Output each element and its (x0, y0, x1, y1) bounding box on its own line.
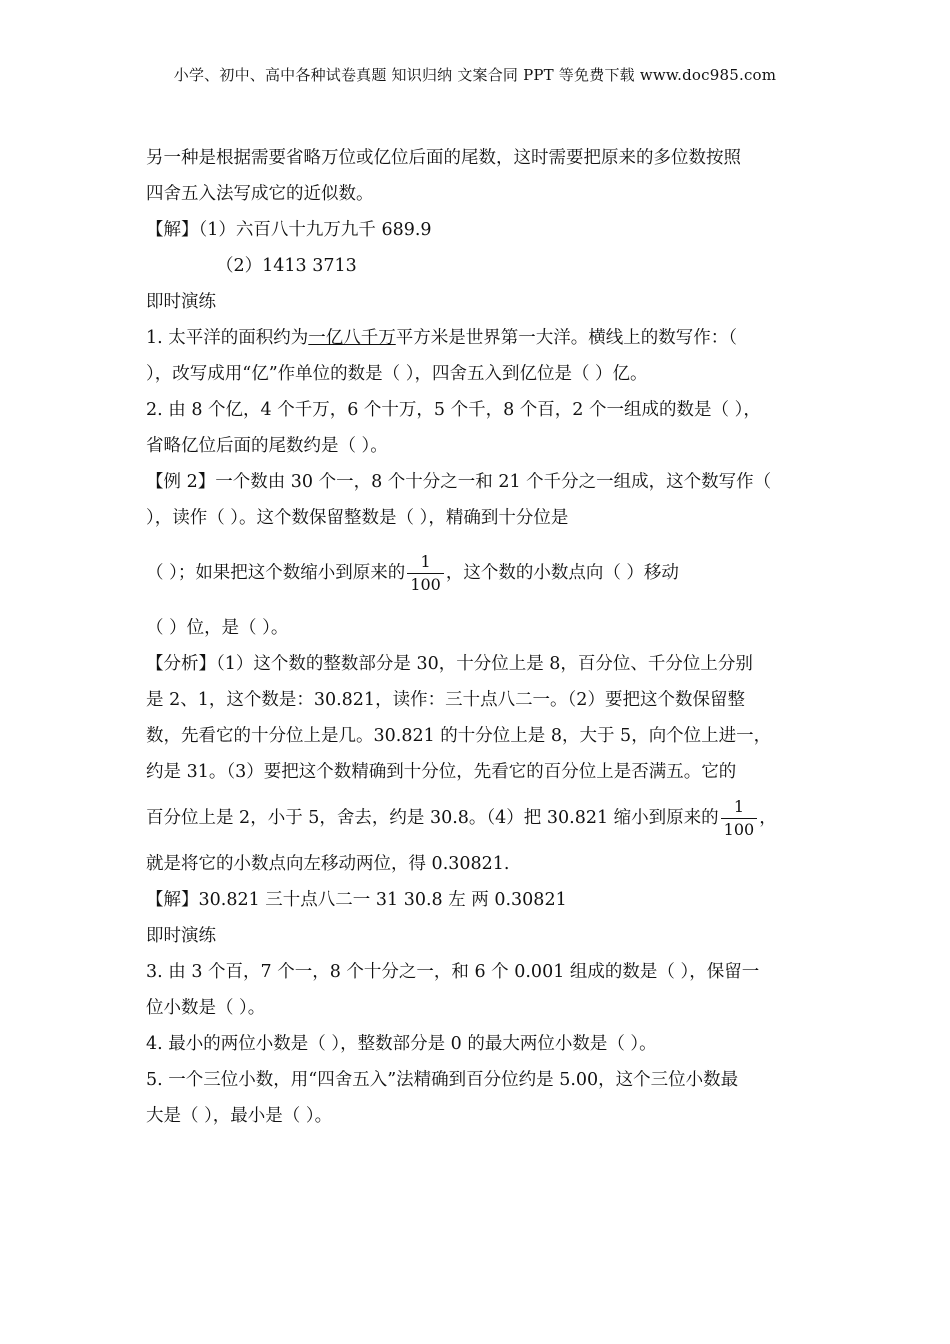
fraction (407, 551, 444, 596)
analysis-line: 就是将它的小数点向左移动两位，得 0.30821. (146, 854, 510, 874)
text-line: 另一种是根据需要省略万位或亿位后面的尾数，这时需要把原来的多位数按照 (146, 148, 741, 168)
fraction-denominator: 100 (410, 575, 441, 594)
text-segment: （ ）；如果把这个数缩小到原来的 (146, 563, 406, 583)
fraction-numerator: 1 (407, 551, 444, 574)
text-line: （ ）位，是（ ）。 (146, 618, 289, 638)
text-line: ），读作（ ）。这个数保留整数是（ ），精确到十分位是 (146, 508, 569, 528)
analysis-line: 【分析】（1）这个数的整数部分是 30，十分位上是 8，百分位、千分位上分别 (146, 654, 753, 674)
solution-line: （2）1413 3713 (216, 256, 357, 276)
text-segment: ， (759, 808, 777, 828)
text-segment: ，这个数的小数点向（ ）移动 (445, 563, 679, 583)
fraction-numerator: 1 (721, 796, 758, 819)
analysis-line: 是 2、1，这个数是：30.821，读作：三十点八二一。（2）要把这个数保留整 (146, 690, 745, 710)
text-line: 四舍五入法写成它的近似数。 (146, 184, 374, 204)
section-title: 即时演练 (146, 926, 216, 946)
analysis-line: 约是 31。（3）要把这个数精确到十分位，先看它的百分位上是否满五。它的 (146, 762, 737, 782)
question-4: 4. 最小的两位小数是（ ），整数部分是 0 的最大两位小数是（ ）。 (146, 1034, 657, 1054)
fraction (721, 796, 758, 841)
page-header: 小学、初中、高中各种试卷真题 知识归纳 文案合同 PPT 等免费下载 www.doc985.com (173, 66, 777, 84)
text-line-with-fraction (146, 536, 816, 610)
solution-line: 【解】（1）六百八十九万九千 689.9 (146, 220, 432, 240)
question-5: 5. 一个三位小数，用“四舍五入”法精确到百分位约是 5.00，这个三位小数最 (146, 1070, 739, 1090)
question-3: 3. 由 3 个百，7 个一，8 个十分之一，和 6 个 0.001 组成的数是（ ），保留一 (146, 962, 760, 982)
text-line: ），改写成用“亿”作单位的数是（ ），四舍五入到亿位是（ ）亿。 (146, 364, 648, 384)
example-2: 【例 2】一个数由 30 个一，8 个十分之一和 21 个千分之一组成，这个数写作（ (146, 472, 772, 492)
text-segment: 平方米是世界第一大洋。横线上的数写作：（ (395, 328, 738, 348)
solution-line: 【解】30.821 三十点八二一 31 30.8 左 两 0.30821 (146, 890, 567, 910)
text-segment: 1. 太平洋的面积约为 (146, 328, 309, 348)
question-2: 2. 由 8 个亿，4 个千万，6 个十万，5 个千，8 个百，2 个一组成的数是（ ）， (146, 400, 761, 420)
analysis-line-with-fraction (146, 790, 816, 846)
text-segment: 百分位上是 2，小于 5，舍去，约是 30.8。（4）把 30.821 缩小到原来的 (146, 808, 719, 828)
text-line: 省略亿位后面的尾数约是（ ）。 (146, 436, 388, 456)
section-title: 即时演练 (146, 292, 216, 312)
underlined-number: 一亿八千万 (308, 328, 396, 348)
fraction-denominator: 100 (723, 820, 755, 839)
document-body (146, 140, 816, 1134)
text-line: 位小数是（ ）。 (146, 998, 266, 1018)
question-1 (146, 320, 816, 356)
analysis-line: 数，先看它的十分位上是几。30.821 的十分位上是 8，大于 5，向个位上进一， (146, 726, 772, 746)
text-line: 大是（ ），最小是（ ）。 (146, 1106, 333, 1126)
